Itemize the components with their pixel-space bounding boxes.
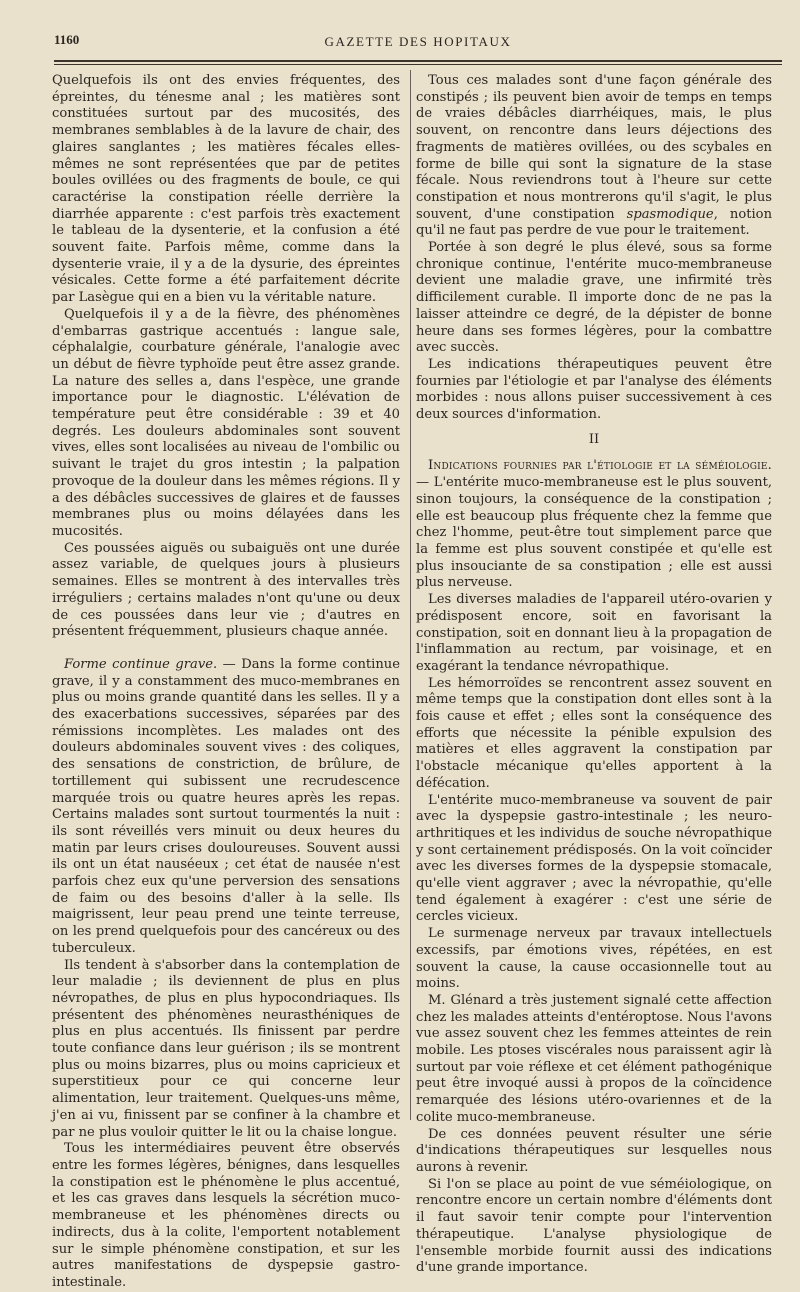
section-heading: Indications fournies par l'étiologie et la séméiologie. xyxy=(428,458,772,474)
header-rule xyxy=(54,60,782,65)
column-divider xyxy=(410,70,411,1120)
paragraph: Le surmenage nerveux par travaux intellectuels excessifs, par émotions vives, répétées, en est souvent la cause, la cause occasionnelle tout au moins. xyxy=(416,926,772,992)
paragraph-text: — Dans la forme continue grave, il y a constamment des muco-membranes en plus ou moins grande quantité dans les selles. Il y a des exacerbations successives, séparées par des rémissions incomplètes. Les malades ont des douleurs abdominales souvent vives : des coliques, des sensations de constriction, de brûlure, de tortillement qui subissent une recrudescence marquée trois ou quatre heures après les repas. Certains malades sont surtout tourmentés la nuit : ils sont réveillés vers minuit ou deux heures du matin par leurs crises douloureuses. Souvent aussi ils ont un état nauséeux ; cet état de nausée n'est parfois chez eux qu'une perversion des sensations de faim ou des besoins d'aller à la selle. Ils maigrissent, leur peau prend une teinte terreuse, on les prend quelquefois pour des cancéreux ou des tuberculeux. xyxy=(52,656,400,956)
paragraph: L'entérite muco-membraneuse va souvent de pair avec la dyspepsie gastro-intestinale ; les neuro-arthritiques et les individus de souche névropathique y sont certainement prédisposés. On la voit coïncider avec les diverses formes de la dyspepsie stomacale, qu'elle vient aggraver ; avec la névropathie, qu'elle tend également à exagérer : c'est une série de cercles vicieux. xyxy=(416,792,772,925)
paragraph: Les hémorroïdes se rencontrent assez souvent en même temps que la constipation dont elles sont à la fois cause et effet ; elles sont la conséquence des efforts que nécessite la pénible expulsion des matières et elles aggravent la constipation par l'obstacle mécanique qu'elles apportent à la défécation. xyxy=(416,675,772,791)
page-header xyxy=(54,32,782,54)
paragraph-forme-continue xyxy=(52,657,400,958)
paragraph: Portée à son degré le plus élevé, sous sa forme chronique continue, l'entérite muco-membraneuse devient une maladie grave, une infirmité très difficilement curable. Il importe donc de ne pas la laisser atteindre ce degré, de la dépister de bonne heure dans ses formes légères, pour la combattre avec succès. xyxy=(416,240,772,356)
paragraph: Quelquefois il y a de la fièvre, des phénomènes d'embarras gastrique accentués : langue sale, céphalalgie, courbature générale, l'analogie avec un début de fièvre typhoïde peut être assez grande. La nature des selles a, dans l'espèce, une grande importance pour le diagnostic. L'élévation de température peut être considérable : 39 et 40 degrés. Les douleurs abdominales sont souvent vives, elles sont localisées au niveau de l'ombilic ou suivant le trajet du gros intestin ; la palpation provoque de la douleur dans les mêmes régions. Il y a des débâcles successives de glaires et de fausses membranes plus ou moins délayées dans les mucosités. xyxy=(52,306,400,539)
paragraph-text: — L'entérite muco-membraneuse est le plus souvent, sinon toujours, la conséquence de la constipation ; elle est beaucoup plus fréquente chez la femme que chez l'homme, peut-être tout simplement parce que la femme est plus souvent constipée et qu'elle est plus insouciante de sa constipation ; elle est aussi plus nerveuse. xyxy=(416,475,772,591)
paragraph: M. Glénard a très justement signalé cette affection chez les malades atteints d'entéroptose. Nous l'avons vue assez souvent chez les femmes atteintes de rein mobile. Les ptoses viscérales nous paraissent agir là surtout par voie réflexe et cet élément pathogénique peut être invoqué aussi à propos de la coïncidence remarquée des lésions utéro-ovariennes et de la colite muco-membraneuse. xyxy=(416,992,772,1125)
paragraph: De ces données peuvent résulter une série d'indications thérapeutiques sur lesquelles nous aurons à revenir. xyxy=(416,1126,772,1175)
paragraph: Tous les intermédiaires peuvent être observés entre les formes légères, bénignes, dans lesquelles la constipation est le phénomène le plus accentué, et les cas graves dans lesquels la sécrétion muco-membraneuse et les phénomènes directs ou indirects, dus à la colite, l'emportent notablement sur le simple phénomène constipation, et sur les autres manifestations de dyspepsie gastro-intestinale. xyxy=(52,1141,400,1290)
paragraph: Si l'on se place au point de vue séméiologique, on rencontre encore un certain nombre d'éléments dont il faut savoir tenir compte pour l'intervention thérapeutique. L'analyse physiologique de l'ensemble morbide fournit aussi des indications d'une grande importance. xyxy=(416,1176,772,1276)
paragraph: Quelquefois ils ont des envies fréquentes, des épreintes, du ténesme anal ; les matières sont constituées surtout par des mucosités, des membranes semblables à de la lavure de chair, des glaires sanglantes ; les matières fécales elles-mêmes ne sont représentées que par de petites boules ovillées ou des fragments de boule, ce qui caractérise la constipation réelle derrière la diarrhée apparente : c'est parfois très exactement le tableau de la dysenterie, et la confusion a été souvent faite. Parfois même, comme dans la dysenterie vraie, il y a de la dysurie, des épreintes vésicales. Cette forme a été parfaitement décrite par Lasègue qui en a bien vu la véritable nature. xyxy=(52,73,400,306)
paragraph: Ces poussées aiguës ou subaiguës ont une durée assez variable, de quelques jours à plusieurs semaines. Elles se montrent à des intervalles très irréguliers ; certains malades n'ont qu'une ou deux de ces poussées dans leur vie ; d'autres en présentent fréquemment, plusieurs chaque année. xyxy=(52,540,400,640)
right-column xyxy=(416,73,772,1277)
left-column xyxy=(52,73,400,1292)
section-number: II xyxy=(588,431,600,447)
paragraph-text: , notion qu'il ne faut pas perdre de vue pour le traitement. xyxy=(416,206,772,239)
subsection-title: Forme continue grave. xyxy=(64,656,218,672)
page-number: 1160 xyxy=(54,32,80,47)
paragraph: Ils tendent à s'absorber dans la contemplation de leur maladie ; ils deviennent de plus en plus névropathes, de plus en plus hypocondriaques. Ils présentent des phénomènes neurasthéniques de plus en plus accentués. Ils finissent par perdre toute confiance dans leur guérison ; ils se montrent plus ou moins bizarres, plus ou moins capricieux et superstitieux pour ce qui concerne leur alimentation, leur traitement. Quelques-uns même, j'en ai vu, finissent par se confiner à la chambre et par ne plus vouloir quitter le lit ou la chaise longue. xyxy=(52,957,400,1140)
paragraph: Les diverses maladies de l'appareil utéro-ovarien y prédisposent encore, soit en favorisant la constipation, soit en donnant lieu à la propagation de l'inflammation au rectum, par voisinage, et en exagérant la tendance névropathique. xyxy=(416,592,772,674)
paragraph-indications xyxy=(416,458,772,592)
paragraph xyxy=(416,73,772,240)
paragraph-text: Tous ces malades sont d'une façon générale des constipés ; ils peuvent bien avoir de temps en temps de vraies débâcles diarrhéiques, mais, le plus souvent, on rencontre dans leurs déjections des fragments de matières ovillées, ou des scybales en forme de bille qui sont la signature de la stase fécale. Nous reviendrons tout à l'heure sur cette constipation et nous montrerons qu'il s'agit, le plus souvent, d'une constipation xyxy=(416,73,772,222)
emphasis: spasmodique xyxy=(626,206,714,222)
journal-title: GAZETTE DES HOPITAUX xyxy=(324,34,512,49)
paragraph: Les indications thérapeutiques peuvent être fournies par l'étiologie et par l'analyse des éléments morbides : nous allons puiser successivement à ces deux sources d'information. xyxy=(416,356,772,423)
